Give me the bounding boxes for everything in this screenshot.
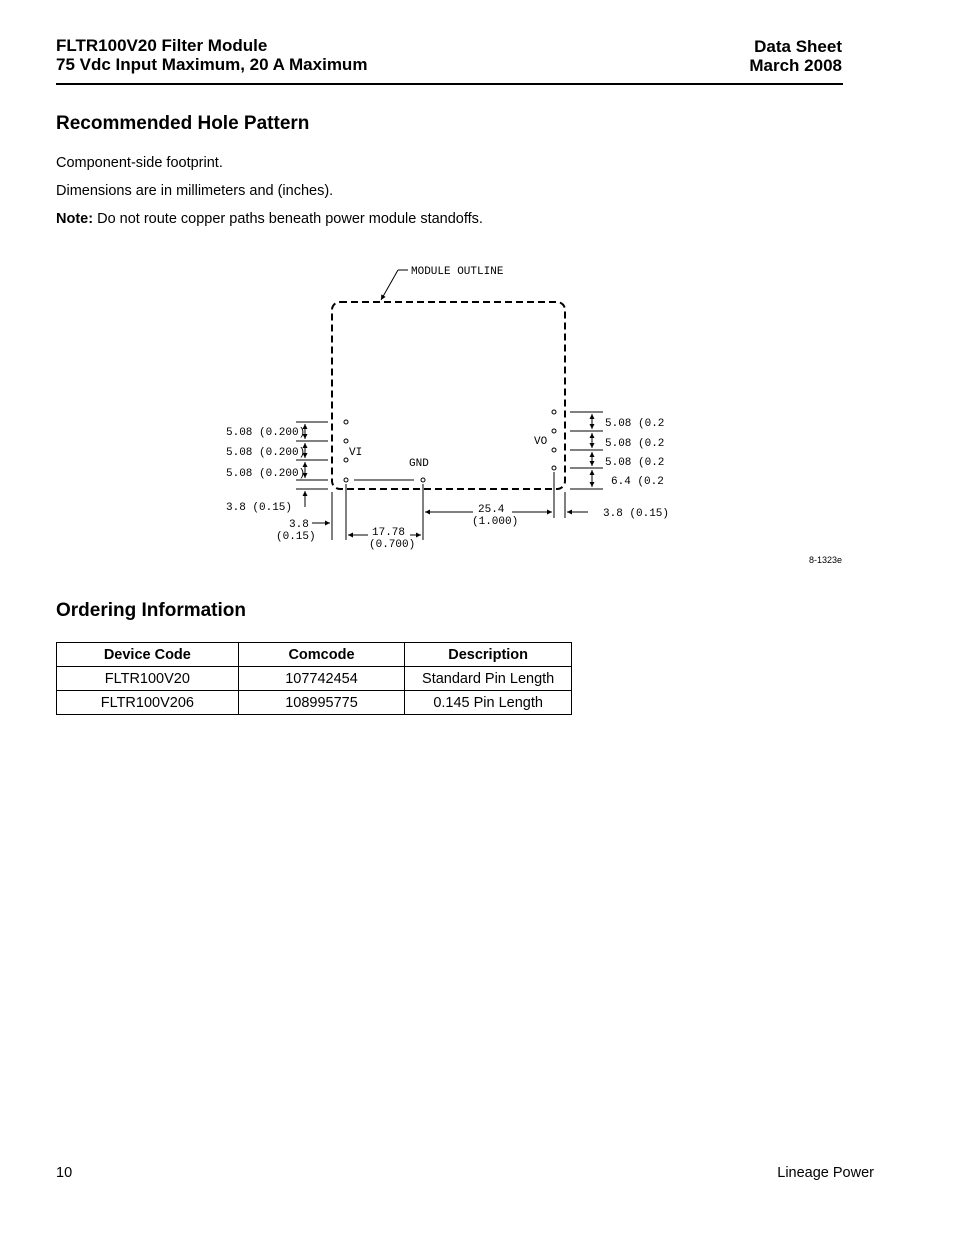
pin-vi-3 [344,458,348,462]
span-dim-mm: 25.4 [478,504,505,516]
pin-vo-2 [552,429,556,433]
pin-vi-1 [344,420,348,424]
vo-label: VO [534,436,548,448]
cell-device-code: FLTR100V206 [57,691,239,715]
note-label: Note: [56,211,94,227]
page-number: 10 [56,1165,73,1181]
section-heading-ordering: Ordering Information [56,600,246,621]
figure-id: 8-1323e [808,555,842,565]
hole-pattern-figure [0,0,954,600]
pin-vo-3 [552,448,556,452]
left-bottom-dim: 3.8 (0.15) [226,502,293,514]
note-text: Do not route copper paths beneath power module standoffs. [93,211,483,227]
ordering-table [56,642,572,715]
cell-description: 0.145 Pin Length [405,691,572,715]
hole-pattern-line1: Component-side footprint. [56,155,223,171]
module-outline-leader [381,270,398,300]
left-dim-1: 5.08 (0.200) [226,427,306,439]
left-dim-2: 5.08 (0.200) [226,447,306,459]
table-row [57,667,572,691]
right-horiz-dim: 3.8 (0.15) [603,508,670,520]
mid-dim-in: (0.700) [369,539,416,551]
table-header-row [57,643,572,667]
column-header-device-code: Device Code [57,643,239,667]
left-dim-3: 5.08 (0.200) [226,468,306,480]
section-heading-hole-pattern: Recommended Hole Pattern [56,113,310,134]
header-doc-type: Data Sheet [754,37,842,56]
cell-comcode: 107742454 [238,667,405,691]
pin-gnd [421,478,425,482]
header-title-line2: 75 Vdc Input Maximum, 20 A Maximum [56,55,368,74]
mid-dim-mm: 17.78 [372,527,406,539]
pin-vi-4 [344,478,348,482]
right-dim-3: 5.08 (0.2 [605,457,665,469]
cell-description: Standard Pin Length [405,667,572,691]
left-horiz-in: (0.15) [276,531,316,543]
table-row [57,691,572,715]
right-dim-2: 5.08 (0.2 [605,438,665,450]
pin-vi-2 [344,439,348,443]
gnd-label: GND [409,458,429,470]
vi-label: VI [349,447,363,459]
right-dim-4: 6.4 (0.2 [611,476,664,488]
right-dim-1: 5.08 (0.2 [605,418,665,430]
cell-device-code: FLTR100V20 [57,667,239,691]
span-dim-in: (1.000) [472,516,519,528]
header-title-line1: FLTR100V20 Filter Module [56,36,268,55]
footer-company: Lineage Power [777,1165,874,1181]
pin-vo-1 [552,410,556,414]
header-date: March 2008 [749,56,842,75]
module-outline-shape [332,302,565,489]
column-header-description: Description [405,643,572,667]
module-outline-label: MODULE OUTLINE [411,266,504,278]
hole-pattern-line2: Dimensions are in millimeters and (inches). [56,183,334,199]
left-horiz-mm: 3.8 [289,519,309,531]
pin-vo-4 [552,466,556,470]
column-header-comcode: Comcode [238,643,405,667]
cell-comcode: 108995775 [238,691,405,715]
